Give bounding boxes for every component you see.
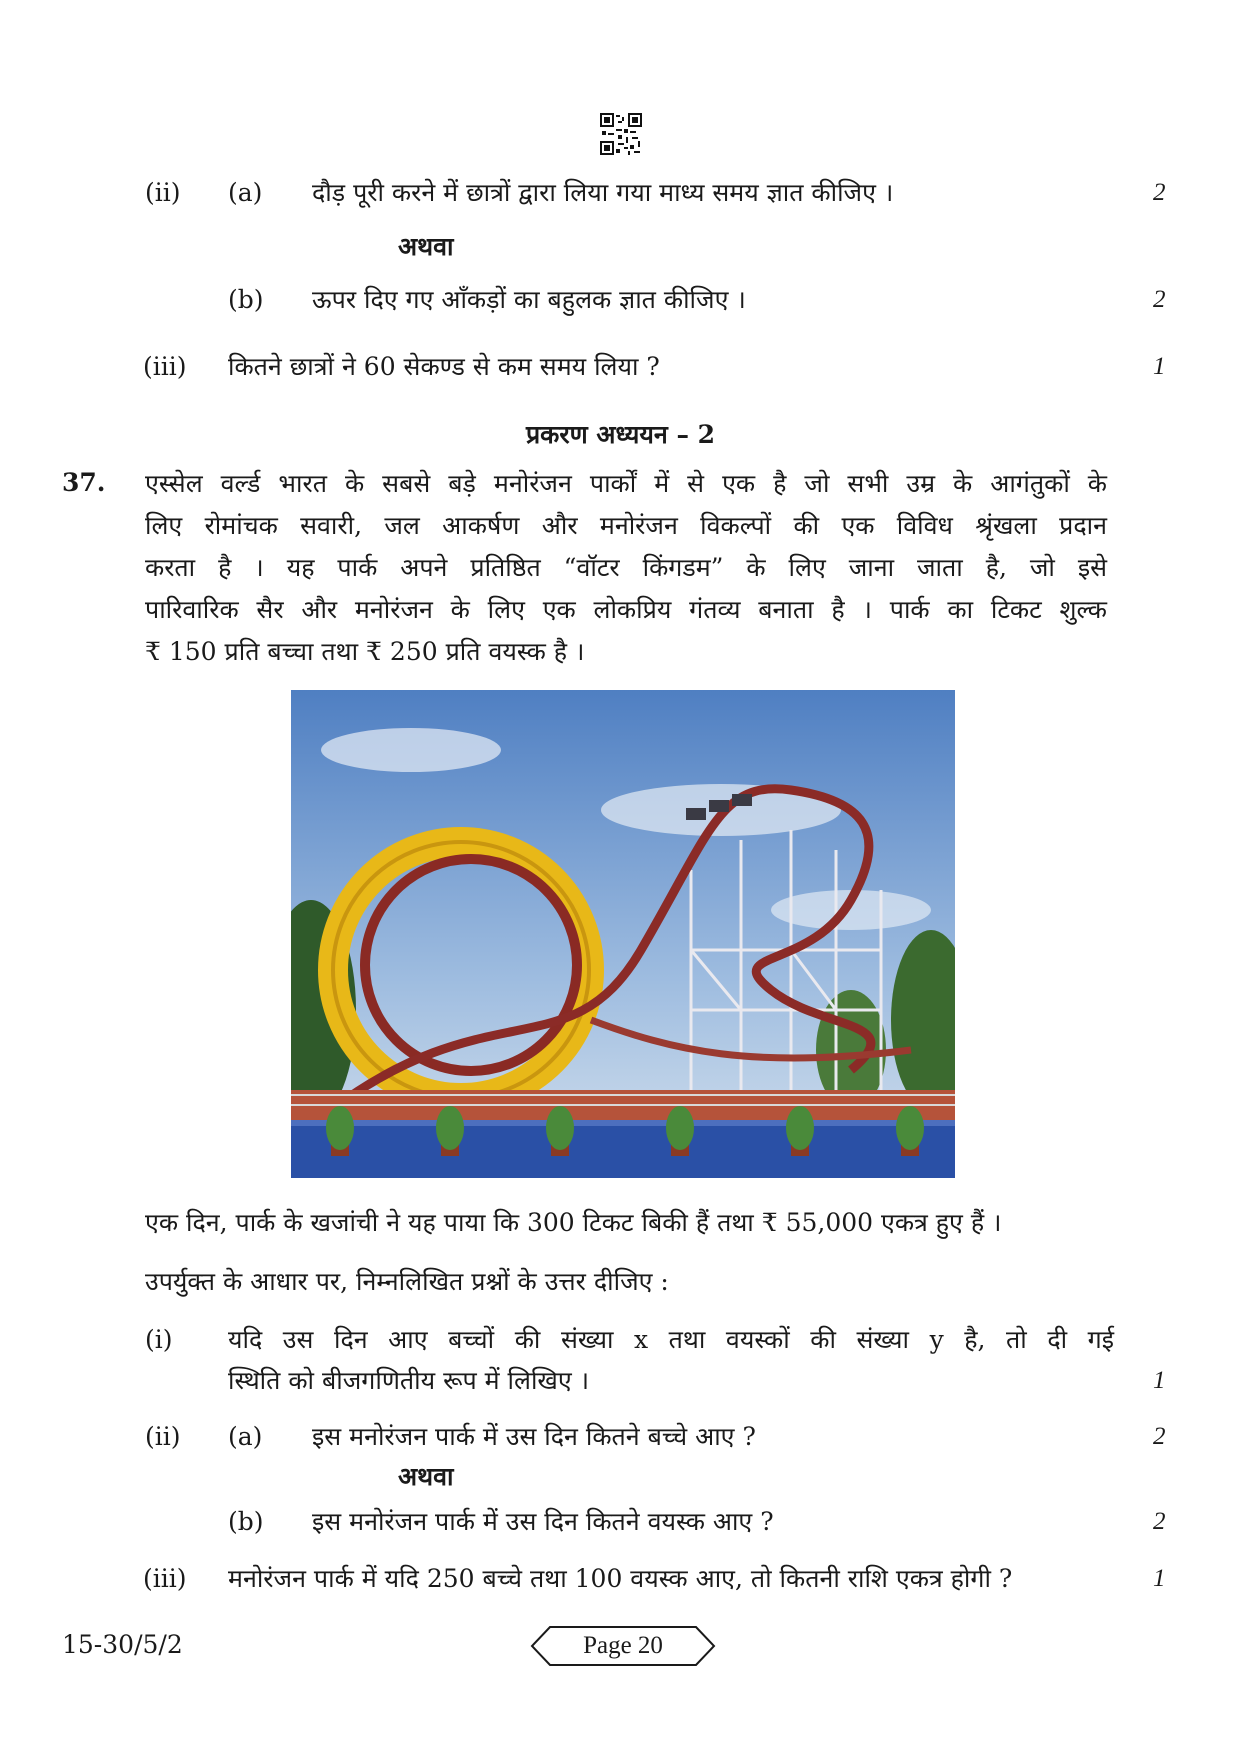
q37-ii-b-label: (b): [228, 1507, 264, 1536]
q37-i-text-line1: यदि उस दिन आए बच्चों की संख्या x तथा वयस्कों की संख्या y है, तो दी गई: [228, 1325, 1114, 1354]
q37-ii-b-text: इस मनोरंजन पार्क में उस दिन कितने वयस्क आए ?: [312, 1507, 774, 1536]
q36-ii-or: अथवा: [398, 232, 454, 261]
q37-ii-a-text: इस मनोरंजन पार्क में उस दिन कितने बच्चे आए ?: [312, 1422, 756, 1451]
q37-instruction: उपर्युक्त के आधार पर, निम्नलिखित प्रश्नों के उत्तर दीजिए :: [145, 1267, 669, 1296]
q36-iii-text: कितने छात्रों ने 60 सेकण्ड से कम समय लिया ?: [228, 352, 660, 381]
q37-number: 37.: [62, 468, 106, 497]
q36-ii-number: (ii): [145, 178, 181, 207]
q36-ii-b-text: ऊपर दिए गए आँकड़ों का बहुलक ज्ञात कीजिए ।: [312, 285, 746, 314]
q37-intro-paragraph: [145, 463, 1107, 673]
q37-i-marks: 1: [1153, 1367, 1166, 1394]
q36-iii-number: (iii): [143, 352, 187, 381]
q37-ii-a-label: (a): [228, 1422, 263, 1451]
q36-ii-b-label: (b): [228, 285, 264, 314]
q36-ii-a-marks: 2: [1153, 179, 1166, 206]
q37-ii-b-marks: 2: [1153, 1508, 1166, 1535]
q36-ii-a-text: दौड़ पूरी करने में छात्रों द्वारा लिया गया माध्य समय ज्ञात कीजिए ।: [312, 178, 894, 207]
q37-intro-line: करता है । यह पार्क अपने प्रतिष्ठित “वॉटर किंगडम” के लिए जाना जाता है, जो इसे: [145, 553, 1107, 582]
q37-fact: एक दिन, पार्क के खजांची ने यह पाया कि 300 टिकट बिकी हैं तथा ₹ 55,000 एकत्र हुए हैं ।: [145, 1208, 1002, 1237]
q37-i-text-line2: स्थिति को बीजगणितीय रूप में लिखिए ।: [228, 1366, 590, 1395]
q36-ii-a-label: (a): [228, 178, 263, 207]
q36-ii-b-marks: 2: [1153, 286, 1166, 313]
q37-ii-or: अथवा: [398, 1462, 454, 1491]
q37-i-number: (i): [145, 1325, 173, 1354]
q37-intro-line: लिए रोमांचक सवारी, जल आकर्षण और मनोरंजन विकल्पों की एक विविध श्रृंखला प्रदान: [145, 511, 1107, 540]
qr-code: [600, 113, 642, 155]
q37-intro-line: एस्सेल वर्ल्ड भारत के सबसे बड़े मनोरंजन पार्कों में से एक है जो सभी उम्र के आगंतुकों के: [145, 469, 1107, 498]
q37-intro-line: ₹ 150 प्रति बच्चा तथा ₹ 250 प्रति वयस्क है ।: [145, 637, 585, 666]
q37-iii-text: मनोरंजन पार्क में यदि 250 बच्चे तथा 100 वयस्क आए, तो कितनी राशि एकत्र होगी ?: [228, 1564, 1013, 1593]
q37-ii-a-marks: 2: [1153, 1423, 1166, 1450]
page-number-badge: [530, 1625, 716, 1667]
q37-iii-marks: 1: [1153, 1565, 1166, 1592]
q37-intro-line: पारिवारिक सैर और मनोरंजन के लिए एक लोकप्रिय गंतव्य बनाता है । पार्क का टिकट शुल्क: [145, 595, 1107, 624]
q37-iii-number: (iii): [143, 1564, 187, 1593]
paper-code: 15-30/5/2: [62, 1630, 183, 1659]
case-study-heading: प्रकरण अध्ययन – 2: [525, 420, 716, 449]
page-number: Page 20: [583, 1632, 663, 1659]
q36-iii-marks: 1: [1153, 353, 1166, 380]
roller-coaster-photo: [291, 690, 955, 1178]
q37-ii-number: (ii): [145, 1422, 181, 1451]
